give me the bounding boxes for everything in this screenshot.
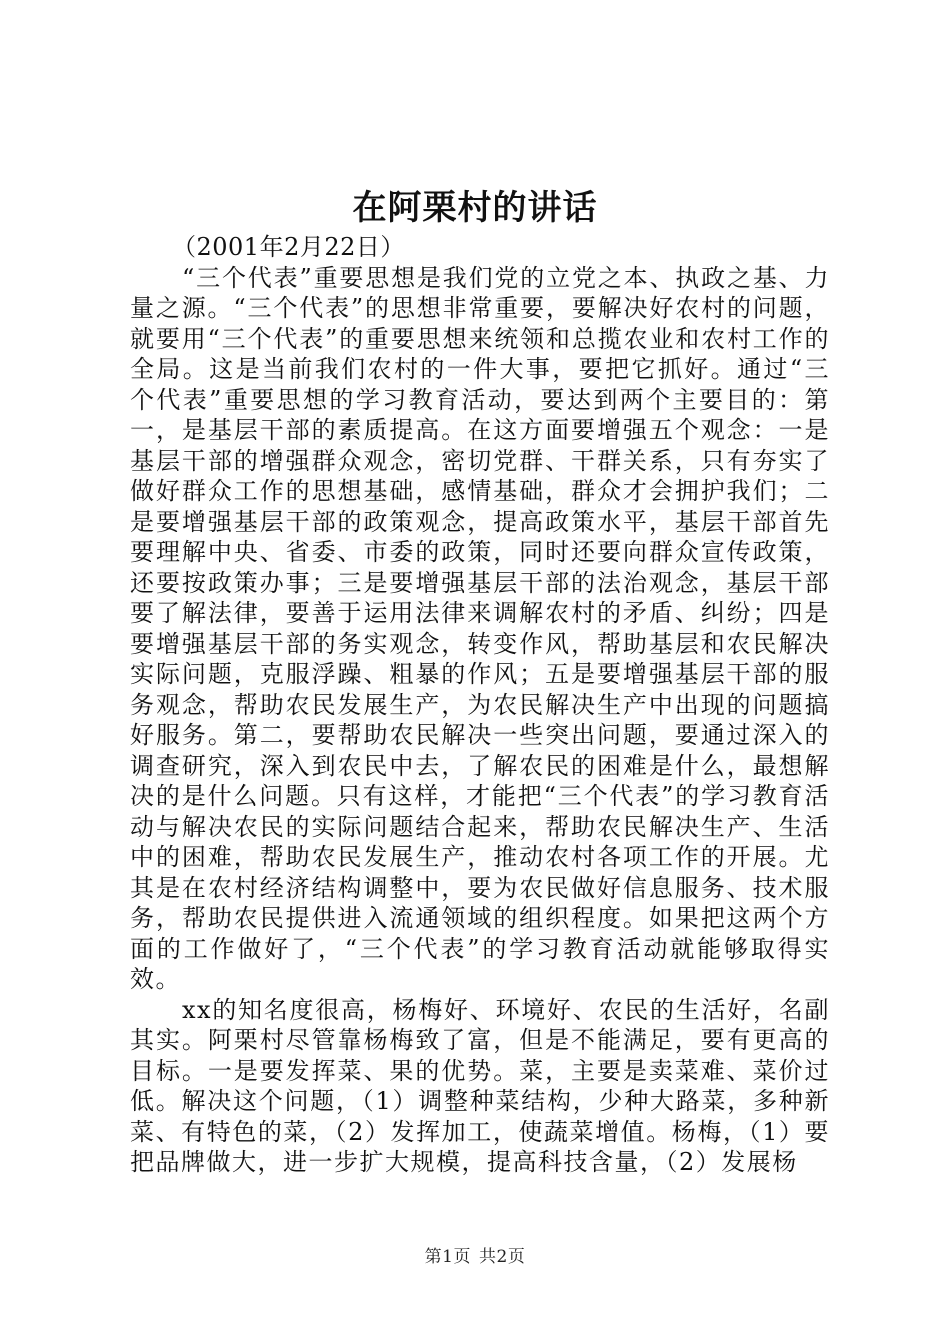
document-body (130, 232, 830, 1178)
speech-date: （2001年2月22日） (172, 233, 405, 261)
page-footer (0, 1242, 950, 1267)
paragraph-1: “三个代表”重要思想是我们党的立党之本、执政之基、力量之源。“三个代表”的思想非常重要，要解决好农村的问题，就要用“三个代表”的重要思想来统领和总揽农业和农村工作的全局。这是当前我们农村的一件大事，要把它抓好。通过“三个代表”重要思想的学习教育活动，要达到两个主要目的：第一，是基层干部的素质提高。在这方面要增强五个观念：一是基层干部的增强群众观念，密切党群、干群关系，只有夯实了做好群众工作的思想基础，感情基础，群众才会拥护我们；二是要增强基层干部的政策观念，提高政策水平，基层干部首先要理解中央、省委、市委的政策，同时还要向群众宣传政策，还要按政策办事；三是要增强基层干部的法治观念，基层干部要了解法律，要善于运用法律来调解农村的矛盾、纠纷；四是要增强基层干部的务实观念，转变作风，帮助基层和农民解决实际问题，克服浮躁、粗暴的作风；五是要增强基层干部的服务观念，帮助农民发展生产，为农民解决生产中出现的问题搞好服务。第二，要帮助农民解决一些突出问题，要通过深入的调查研究，深入到农民中去，了解农民的困难是什么，最想解决的是什么问题。只有这样，才能把“三个代表”的学习教育活动与解决农民的实际问题结合起来，帮助农民解决生产、生活中的困难，帮助农民发展生产，推动农村各项工作的开展。尤其是在农村经济结构调整中，要为农民做好信息服务、技术服务，帮助农民提供进入流通领域的组织程度。如果把这两个方面的工作做好了，“三个代表”的学习教育活动就能够取得实效。 (130, 263, 830, 993)
paragraph-2: xx的知名度很高，杨梅好、环境好、农民的生活好，名副其实。阿栗村尽管靠杨梅致了富，但是不能满足，要有更高的目标。一是要发挥菜、果的优势。菜，主要是卖菜难、菜价过低。解决这个问题，（1）调整种菜结构，少种大路菜，多种新菜、有特色的菜，（2）发挥加工，使蔬菜增值。杨梅，（1）要把品牌做大，进一步扩大规模，提高科技含量，（2）发展杨 (130, 995, 830, 1176)
page-total: 共2页 (479, 1247, 526, 1267)
document-title: 在阿栗村的讲话 (352, 188, 598, 228)
page-number: 第1页 (424, 1247, 471, 1267)
